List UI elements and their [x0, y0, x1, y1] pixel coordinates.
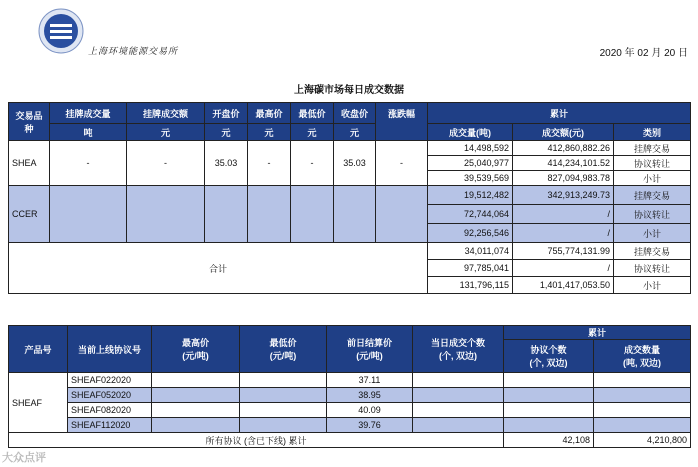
- empty-cell: [413, 373, 504, 388]
- header-close: 收盘价: [334, 103, 376, 124]
- prev-settle-price: 40.09: [327, 403, 413, 418]
- table-row: [9, 373, 691, 388]
- header-product: 交易品种: [9, 103, 50, 141]
- empty-cell: [240, 373, 327, 388]
- empty-cell: [504, 388, 594, 403]
- header-high-price: [152, 326, 240, 373]
- table-row: [9, 243, 691, 260]
- header-cumulative: 累计: [428, 103, 691, 124]
- header-low-text: 最低价: [269, 338, 297, 348]
- cum-volume: 19,512,482: [428, 186, 513, 205]
- table-row: [9, 418, 691, 433]
- empty-cell: [413, 403, 504, 418]
- ccer-empty-cell: [291, 186, 334, 243]
- empty-cell: [594, 373, 691, 388]
- table-row: [9, 403, 691, 418]
- header-day-count-unit: (个, 双边): [439, 351, 477, 361]
- header-prev-settle-text: 前日结算价: [346, 338, 392, 348]
- watermark: 大众点评: [2, 452, 46, 464]
- header-cum-volume: 成交量(吨): [428, 124, 513, 141]
- header-change: 涨跌幅: [376, 103, 428, 141]
- cum-amount: /: [513, 205, 614, 224]
- cum-amount: /: [513, 224, 614, 243]
- empty-cell: [504, 418, 594, 433]
- unit-high: 元: [248, 124, 291, 141]
- header-listed-amount: 挂牌成交额: [127, 103, 205, 124]
- header-cum-qty-unit: (吨, 双边): [623, 358, 661, 368]
- header-low: 最低价: [291, 103, 334, 124]
- unit-low: 元: [291, 124, 334, 141]
- unit-close: 元: [334, 124, 376, 141]
- table-row: [9, 433, 691, 448]
- shea-high: -: [248, 141, 291, 186]
- protocol-code: SHEAF022020: [68, 373, 152, 388]
- prev-settle-price: 38.95: [327, 388, 413, 403]
- empty-cell: [504, 403, 594, 418]
- category: 挂牌交易: [614, 186, 691, 205]
- futures-table: [8, 325, 691, 448]
- header-protocol: 当前上线协议号: [68, 326, 152, 373]
- cum-amount: 755,774,131.99: [513, 243, 614, 260]
- header-low-unit: (元/吨): [269, 351, 297, 361]
- header-open: 开盘价: [205, 103, 248, 124]
- unit-open: 元: [205, 124, 248, 141]
- product-ccer: CCER: [9, 186, 50, 243]
- report-title: 上海碳市场每日成交数据: [294, 85, 404, 96]
- ccer-empty-cell: [50, 186, 127, 243]
- empty-cell: [413, 418, 504, 433]
- prev-settle-price: 39.76: [327, 418, 413, 433]
- header-prev-settle-unit: (元/吨): [356, 351, 383, 361]
- report-date: 2020 年 02 月 20 日: [599, 48, 688, 59]
- cum-volume: 39,539,569: [428, 171, 513, 186]
- shea-close: 35.03: [334, 141, 376, 186]
- cum-amount: 827,094,983.78: [513, 171, 614, 186]
- header-cum-qty-text: 成交数量: [624, 345, 661, 355]
- ccer-empty-cell: [127, 186, 205, 243]
- cum-amount: 414,234,101.52: [513, 156, 614, 171]
- cum-volume: 14,498,592: [428, 141, 513, 156]
- category: 小计: [614, 224, 691, 243]
- category: 小计: [614, 171, 691, 186]
- empty-cell: [152, 373, 240, 388]
- ccer-empty-cell: [376, 186, 428, 243]
- table-row: [9, 141, 691, 156]
- cum-volume: 25,040,977: [428, 156, 513, 171]
- header-high: 最高价: [248, 103, 291, 124]
- protocol-code: SHEAF052020: [68, 388, 152, 403]
- header-product-code: 产品号: [9, 326, 68, 373]
- category: 协议转让: [614, 205, 691, 224]
- empty-cell: [594, 388, 691, 403]
- empty-cell: [240, 418, 327, 433]
- header-cum-count-unit: (个, 双边): [529, 358, 568, 368]
- daily-trading-table: [8, 102, 691, 294]
- unit-listed-volume: 吨: [50, 124, 127, 141]
- protocol-code: SHEAF082020: [68, 403, 152, 418]
- header-cum-count: [504, 340, 594, 373]
- header-day-count-text: 当日成交个数: [430, 338, 485, 348]
- header-high-unit: (元/吨): [182, 351, 209, 361]
- prev-settle-price: 37.11: [327, 373, 413, 388]
- header-day-count: [413, 326, 504, 373]
- footer-label: 所有协议 (含已下线) 累计: [9, 433, 504, 448]
- product-shea: SHEA: [9, 141, 50, 186]
- category: 挂牌交易: [614, 243, 691, 260]
- header-prev-settle: [327, 326, 413, 373]
- empty-cell: [504, 373, 594, 388]
- header-cum-amount: 成交额(元): [513, 124, 614, 141]
- empty-cell: [152, 418, 240, 433]
- product-sheaf: SHEAF: [9, 373, 68, 433]
- footer-qty: 4,210,800: [594, 433, 691, 448]
- table-row: [9, 186, 691, 205]
- category: 挂牌交易: [614, 141, 691, 156]
- cum-amount: 342,913,249.73: [513, 186, 614, 205]
- header-cumulative-2: 累计: [504, 326, 691, 340]
- shea-listed-amount: -: [127, 141, 205, 186]
- table-row: [9, 388, 691, 403]
- exchange-logo: [38, 8, 84, 54]
- header-listed-volume: 挂牌成交量: [50, 103, 127, 124]
- empty-cell: [152, 403, 240, 418]
- cum-amount: 1,401,417,053.50: [513, 277, 614, 294]
- cum-volume: 97,785,041: [428, 260, 513, 277]
- header-low-price: [240, 326, 327, 373]
- shea-low: -: [291, 141, 334, 186]
- empty-cell: [240, 403, 327, 418]
- protocol-code: SHEAF112020: [68, 418, 152, 433]
- brand-signature: 上海环境能源交易所: [88, 47, 179, 57]
- shea-open: 35.03: [205, 141, 248, 186]
- cum-volume: 34,011,074: [428, 243, 513, 260]
- category: 协议转让: [614, 260, 691, 277]
- category: 协议转让: [614, 156, 691, 171]
- cum-amount: 412,860,882.26: [513, 141, 614, 156]
- empty-cell: [240, 388, 327, 403]
- ccer-empty-cell: [205, 186, 248, 243]
- cum-volume: 72,744,064: [428, 205, 513, 224]
- header-high-text: 最高价: [181, 338, 209, 348]
- header-cum-qty: [594, 340, 691, 373]
- category: 小计: [614, 277, 691, 294]
- empty-cell: [594, 418, 691, 433]
- ccer-empty-cell: [334, 186, 376, 243]
- header-category: 类别: [614, 124, 691, 141]
- cum-volume: 92,256,546: [428, 224, 513, 243]
- empty-cell: [413, 388, 504, 403]
- footer-count: 42,108: [504, 433, 594, 448]
- cum-amount: /: [513, 260, 614, 277]
- header-cum-count-text: 协议个数: [530, 345, 567, 355]
- total-label: 合计: [9, 243, 428, 294]
- unit-listed-amount: 元: [127, 124, 205, 141]
- shea-listed-volume: -: [50, 141, 127, 186]
- empty-cell: [594, 403, 691, 418]
- empty-cell: [152, 388, 240, 403]
- ccer-empty-cell: [248, 186, 291, 243]
- shea-change: -: [376, 141, 428, 186]
- cum-volume: 131,796,115: [428, 277, 513, 294]
